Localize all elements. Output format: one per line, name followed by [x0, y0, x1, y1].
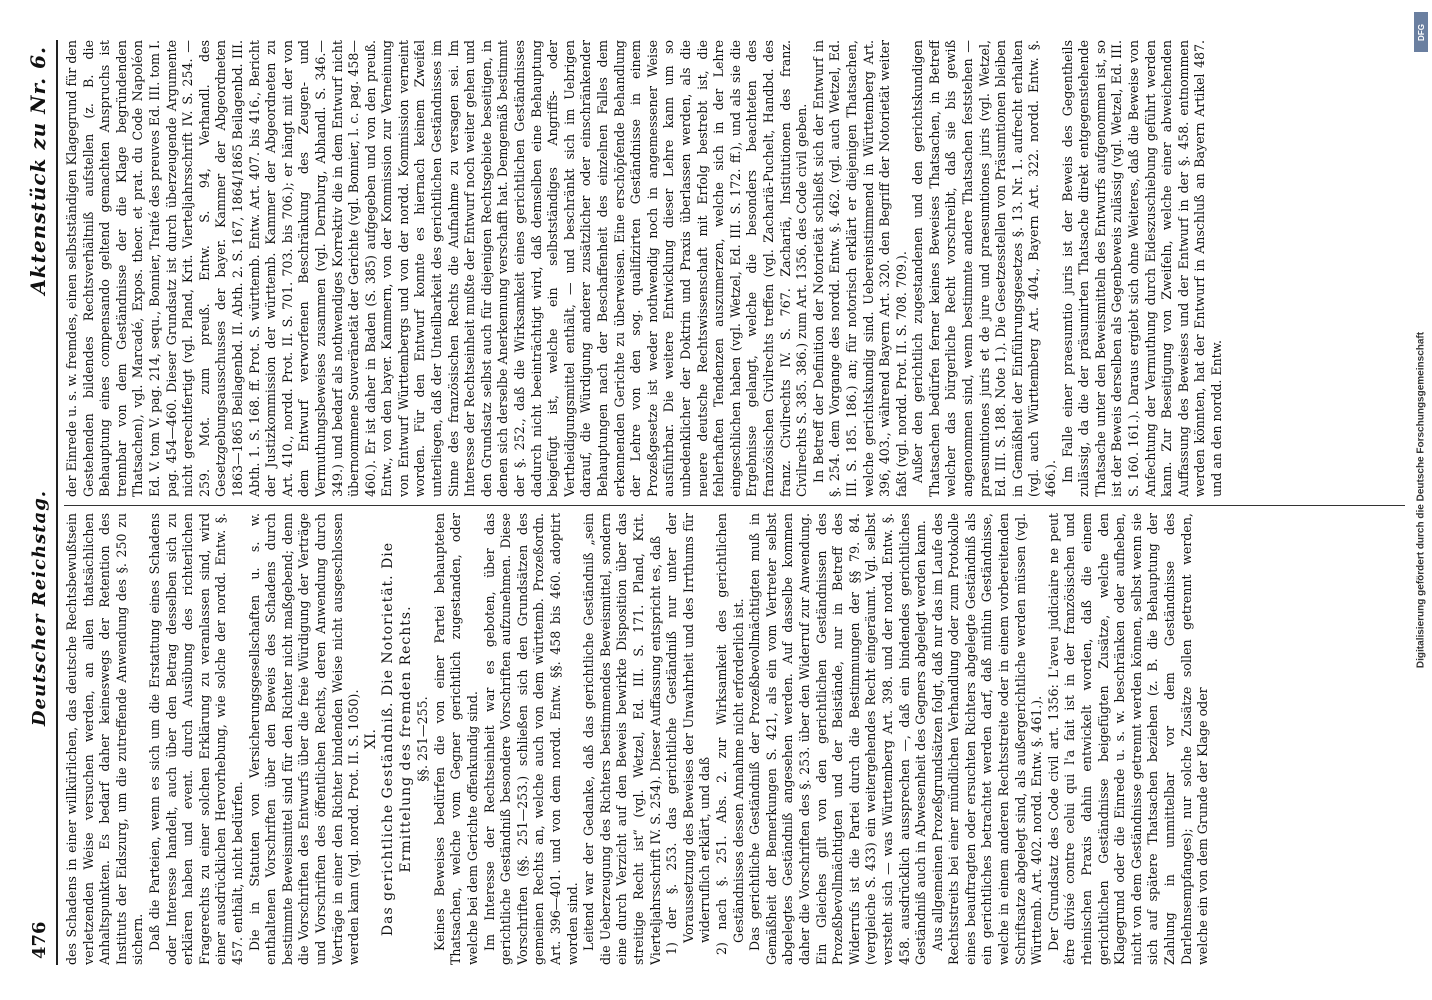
paragraph: Leitend war der Gedanke, daß das gerichtliche Geständniß „sein die Ueberzeugung des Richters bestimmendes Beweismittel, sondern eine durch Verzicht auf den Beweis bewirkte Disposition über das streitige Recht ist“ (vgl. Wetzel, Ed. III. S. 171. Pland, Krit. Vierteljahrsschrift IV. S. 254). Dieser Auffassung entspricht es, daß	[581, 513, 663, 965]
section-number: XI.	[362, 729, 379, 749]
paragraph: In Betreff der Definition der Notorietät schließt sich der Entwurf in §. 254. dem Vorgange des nordd. Entw. §. 462. (vgl. auch Wetzel, Ed. III. S. 185. 186.) an; für notorisch erklärt er diejenigen Thatsachen, welche gerichtskundig sind. Uebereinstimmend in Württemberg Art. 396, 403., während Bayern Art. 320. den Begriff der Notorietät weiter faßt (vgl. nordd. Prot. II. S. 708. 709.).	[810, 40, 909, 497]
paragraph: Keines Beweises bedürfen die von einer Partei behaupteten Thatsachen, welche vom Gegner gerichtlich zugestanden, oder welche bei dem Gerichte offenkundig sind.	[431, 513, 481, 965]
paragraph: Im Falle einer praesumtio juris ist der Beweis des Gegentheils zulässig, da die der präsumirten Thatsache direkt entgegenstehende Thatsache unter den Beweismitteln des Entwurfs aufgenommen ist, so ist der Beweis derselben als Gegenbeweis zulässig (vgl. Wetzel, Ed. III. S. 160. 161.). Daraus ergiebt sich ohne Weiteres, daß die Beweise von Anfechtung der Vermuthung durch Eideszuschiebung geführt werden kann. Zur Beseitigung von Zweifeln, welche einer abweichenden Auffassung des Beweises und der Entwurf in der §. 458. entnommen werden könnten, hat der Entwurf in Anschluß an Bayern Artikel 487. und an den nordd. Entw.	[1059, 40, 1224, 497]
rotated-document-page	[10, 10, 1415, 995]
paragraph: Das gerichtliche Geständniß der Prozeßbevollmächtigten muß in Gemäßheit der Bemerkungen S. 421, als ein vom Vertreter selbst abgelegtes Geständniß angesehen werden. Auf dasselbe kommen daher die Vorschriften des §. 253. über den Widerruf zur Anwendung. Ein Gleiches gilt von den gerichtlichen Geständnissen des Prozeßbevollmächtigten und der Beistände, nur in Betreff des Widerrufs ist die Partei durch die Bestimmungen der §§ 79. 84. (vergleiche S. 433) ein weitergehendes Recht eingeräumt. Vgl. selbst versteht sich — was Württemberg Art. 398. und der nordd. Entw. §. 458. ausdrücklich aussprechen —, daß ein bindendes gerichtliches Geständniß auch in Abwesenheit des Gegners abgelegt werden kann.	[747, 513, 929, 965]
page-header	[26, 40, 58, 965]
page-number: 476	[29, 921, 50, 959]
paragraph: des Schadens in einer willkürlichen, das deutsche Rechtsbewußtsein verletzenden Weise versuchen werden, an allen thatsächlichen Anhaltspunkten. Es bedarf daher keineswegs der Retention des Instituts der Eidszurg, um die zutreffende Anwendung des §. 250 zu sichern.	[64, 513, 146, 965]
text-columns	[64, 40, 1405, 965]
list-item: 1) der §. 253. das gerichtliche Geständniß nur unter der Voraussetzung des Beweises der Unwahrheit und des Irrthums für widerruflich erklärt, und daß	[664, 513, 713, 955]
paragraph: Außer den gerichtlich zugestandenen und den gerichtskundigen Thatsachen bedürfen ferner keines Beweises Thatsachen, in Betreff welcher das bürgerliche Recht vorschreibt, daß sie bis gewiß angenommen sind, wenn bestimmte andere Thatsachen feststehen — praesumtiones juris et de jure und praesumtiones juris (vgl. Wetzel, Ed. III. S. 188. Note 1.). Die Gesetzesstellen von Präsumtionen bleiben in Gemäßheit der Einführungsgesetzes §. 13. Nr. 1. aufrecht erhalten (vgl. auch Württemberg Art. 404., Bayern Art. 322. nordd. Entw. §. 466.).	[910, 40, 1059, 497]
document-reference: Aktenstück zu Nr. 6.	[26, 46, 50, 295]
right-column	[64, 40, 1405, 497]
section-paragraphs: §§. 251—255.	[415, 696, 431, 782]
paragraph: Daß die Parteien, wenn es sich um die Erstattung eines Schadens oder Interesse handelt, auch über den Betrag desselben sich zu erklären haben und event. durch Ausübung des richterlichen Fragerechts zu einer solchen Erklärung zu veranlassen sind, wird einer ausdrücklichen Hervorhebung, wie solche der nordd. Entw. §. 457. enthält, nicht bedürfen.	[146, 513, 245, 965]
paragraph: Im Interesse der Rechtseinheit war es geboten, über das gerichtliche Geständniß besondere Vorschriften aufzunehmen. Diese Vorschriften (§§. 251—253.) schließen sich den Grundsätzen des gemeinen Rechts an, welche auch von dem württemb. Prozeßordn. Art. 396—401. und von dem nordd. Entw. §§. 458 bis 460. adoptirt worden sind.	[481, 513, 580, 965]
left-column	[64, 513, 1405, 965]
paragraph: Der Grundsatz des Code civil art. 1356: L'aveu judiciaire ne peut être divisé contre celui qui l'a fait ist in der französischen und rheinischen Praxis dahin entwickelt worden, daß die einem gerichtlichen Geständnisse beigefügten Zusätze, welche den Klagegrund oder die Einrede u. s. w. beschränken oder aufheben, nicht von dem Geständnisse getrennt werden können, selbst wenn sie sich auf spätere Thatsachen beziehen (z. B. die Behauptung der Zahlung in unmittelbar vor dem Geständnisse des Darlehnsempfanges); nur solche Zusätze sollen getrennt werden, welche ein von dem Grunde der Klage oder	[1045, 513, 1211, 965]
dfg-logo: DFG	[1414, 12, 1428, 52]
section-heading: Das gerichtliche Geständniß. Die Notorietät. Die Ermittelung des fremden Rechts.	[380, 541, 415, 937]
digitization-credit: Digitalisierung gefördert durch die Deutsche Forschungsgemeinschaft	[1415, 331, 1427, 669]
column-divider	[64, 505, 1405, 506]
list-item: 2) nach §. 251. Abs. 2. zur Wirksamkeit des gerichtlichen Geständnisses dessen Annahme nicht erforderlich ist.	[713, 513, 746, 955]
paragraph: der Einrede u. s. w. fremdes, einen selbstständigen Klagegrund für den Gestehenden bildendes Rechtsverhältniß aufstellen (z. B. die Behauptung eines compensando geltend gemachten Anspruchs ist trennbar von dem Geständnisse der die Klage begründenden Thatsachen), vgl. Marcadé, Expos. theor. et prat. du Code Napoléon Ed. V. tom V. pag. 214, sequ., Bonnier, Traité des preuves Ed. III. tom I. pag. 454—460. Dieser Grundsatz ist durch überzeugende Argumente nicht gerechtfertigt (vgl. Pland, Krit. Vierteljahrsschrift IV. S. 254. — 259. Mot. zum preuß. Entw. S. 94, Verhandl. des Gesetzgebungsausschusses der bayer. Kammer der Abgeordneten 1863—1865 Beilagenbd. II. Abth. 2. S. 167, 1864/1865 Beilagenbd. III. Abth. 1. S. 168. ff. Prot. S. württemb. Entw. Art. 407. bis 416., Bericht der Justizkommission der württemb. Kammer der Abgeordneten zu Art. 410., nordd. Prot. II. S. 701. 703. bis 706.); er hängt mit der von dem Entwurf verworfenen Beschränkung des Zeugen- und Vermuthungsbeweises zusammen (vgl. Dernburg, Abhandl. S. 346.—349.) und bedarf als nothwendiges Korrektiv die in dem Entwurf nicht übernommene Souveränetät der Gerichte (vgl. Bonnier, l. c. pag. 458—460.). Er ist daher in Baden (S. 385) aufgegeben und von den preuß. Entw., von den bayer. Kammern, von der Kommission zur Verneinung von Entwurf Württembergs und von der nordd. Kommission verneint worden. Für den Entwurf konnte es hiernach keinem Zweifel unterliegen, daß der Unteilbarkeit des gerichtlichen Geständnisses im Sinne des französischen Rechts die Aufnahme zu versagen sei. Im Interesse der Rechtseinheit mußte der Entwurf noch weiter gehen und den Grundsatz selbst auch für diejenigen Rechtsgebiete beseitigen, in denen sich derselbe Anerkennung verschafft hat. Demgemäß bestimmt der §. 252., daß die Wirksamkeit eines gerichtlichen Geständnisses dadurch nicht beeinträchtigt wird, daß demselben eine Behauptung beigefügt ist, welche ein selbstständiges Angriffs- oder Vertheidigungsmittel enthält, — und beschränkt sich im Uebrigen darauf, die Würdigung anderer zusätzlicher oder einschränkender Behauptungen nach der Beschaffenheit des einzelnen Falles dem erkennenden Gerichte zu überweisen. Eine erschöpfende Behandlung der Lehre von den sog. qualifizirten Geständnisse in einem Prozeßgesetze ist weder nothwendig noch in angemessener Weise ausführbar. Die weitere Entwicklung dieser Lehre kann um so unbedenklicher der Doktrin und Praxis überlassen werden, als die neuere deutsche Rechtswissenschaft mit Erfolg bestrebt ist, die fehlerhaften Tendenzen auszumerzen, welche sich in der Lehre eingeschlichen haben (vgl. Wetzel, Ed. III. S. 172. ff.), und als sie die Ergebnisse gelangt, welche die besonders beachteten des französischen Civilrechts treffen (vgl. Zachariä-Puchelt, Handbd. des franz. Civilrechts IV. S. 767. Zachariä, Institutionen des franz. Civilrechts S. 385. 386.) zum Art. 1356. des Code civil geben.	[64, 40, 810, 497]
paragraph: Die in Statuten von Versicherungsgesellschaften u. s. w. enthaltenen Vorschriften über den Beweis des Schadens durch bestimmte Beweismittel sind für den Richter nicht maßgebend; denn die Vorschriften des Entwurfs über die freie Würdigung der Verträge und Vorschriften des öffentlichen Rechts, deren Anwendung durch Verträge in einer den Richter bindenden Weise nicht ausgeschlossen werden kann (vgl. nordd. Prot. II. S. 1050).	[246, 513, 362, 965]
journal-title: Deutscher Reichstag.	[29, 489, 50, 727]
paragraph: Aus allgemeinen Prozeßgrundsätzen folgt, daß nur das im Laufe des Rechtsstreits bei einer mündlichen Verhandlung oder zum Protokolle eines beauftragten oder ersuchten Richters abgelegte Geständniß als ein gerichtliches betrachtet werden darf, daß mithin Geständnisse, welche in einem anderen Rechtsstreite oder in einem vorbereitenden Schriftsatze abgelegt sind, als außergerichtliche werden müssen (vgl. Württemb. Art. 402. nordd. Entw. §. 461.).	[929, 513, 1045, 965]
